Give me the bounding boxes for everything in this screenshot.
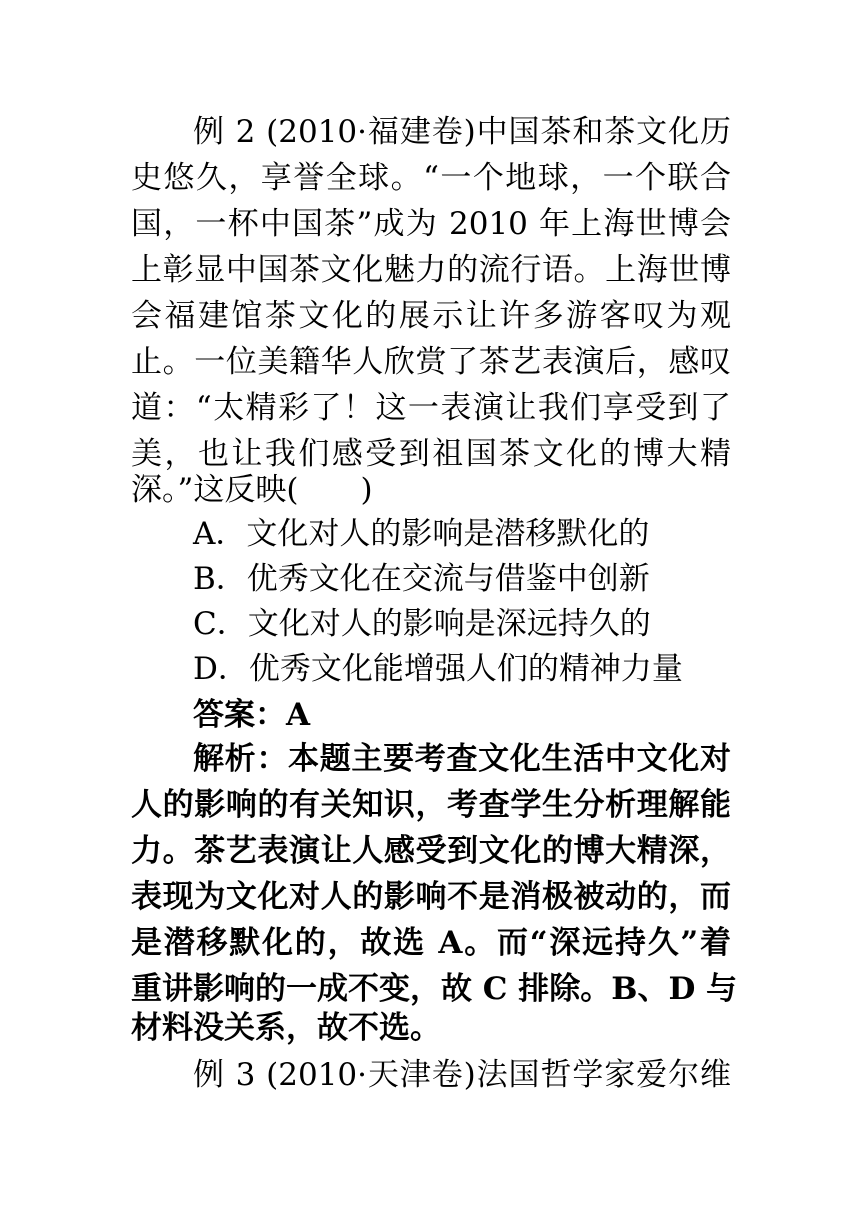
analysis-line-6: 重讲影响的一成不变，故 C 排除。B、D 与 xyxy=(131,971,738,1007)
analysis-line-2: 人的影响的有关知识，考查学生分析理解能 xyxy=(131,787,731,823)
example2-line-3: 国，一杯中国茶”成为 2010 年上海世博会 xyxy=(131,206,731,242)
example2-line-7: 道：“太精彩了！这一表演让我们享受到了 xyxy=(131,390,731,426)
option-b: B．优秀文化在交流与借鉴中创新 xyxy=(193,561,650,597)
example2-line-4: 上彰显中国茶文化魅力的流行语。上海世博 xyxy=(131,252,731,288)
analysis-line-4: 表现为文化对人的影响不是消极被动的，而 xyxy=(131,879,731,915)
answer: 答案：A xyxy=(193,697,311,733)
option-c: C．文化对人的影响是深远持久的 xyxy=(193,606,651,642)
option-a: A．文化对人的影响是潜移默化的 xyxy=(193,516,650,552)
example2-line-1: 例 2 (2010·福建卷)中国茶和茶文化历 xyxy=(193,114,731,150)
analysis-line-1: 解析：本题主要考查文化生活中文化对 xyxy=(193,741,731,777)
example2-line-9: 深。”这反映( ) xyxy=(131,472,373,508)
example2-line-6: 止。一位美籍华人欣赏了茶艺表演后，感叹 xyxy=(131,344,731,380)
analysis-line-5: 是潜移默化的，故选 A。而“深远持久”着 xyxy=(131,925,731,961)
example2-line-2: 史悠久，享誉全球。“一个地球，一个联合 xyxy=(131,160,731,196)
option-d: D．优秀文化能增强人们的精神力量 xyxy=(193,651,683,687)
analysis-line-3: 力。茶艺表演让人感受到文化的博大精深， xyxy=(131,833,731,869)
analysis-line-7: 材料没关系，故不选。 xyxy=(131,1010,441,1046)
example2-line-8: 美，也让我们感受到祖国茶文化的博大精 xyxy=(131,436,731,472)
example3-line-1: 例 3 (2010·天津卷)法国哲学家爱尔维 xyxy=(193,1057,731,1093)
example2-line-5: 会福建馆茶文化的展示让许多游客叹为观 xyxy=(131,298,731,334)
